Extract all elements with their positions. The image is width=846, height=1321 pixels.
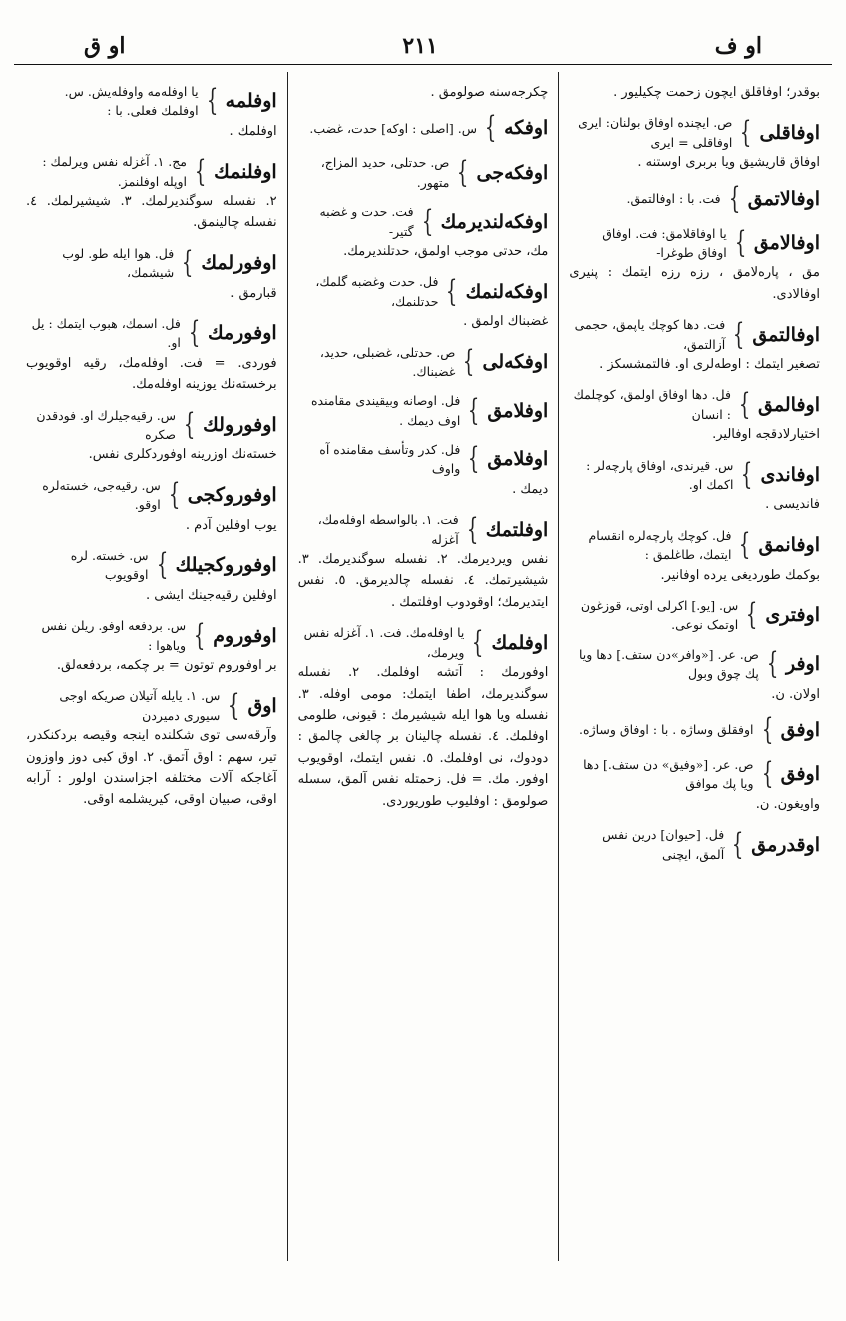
dictionary-entry xyxy=(26,82,277,142)
brace-mark: } xyxy=(156,547,168,583)
dictionary-entry xyxy=(569,596,820,635)
headword: اوفکه‌لی xyxy=(482,350,549,373)
dictionary-entry xyxy=(298,391,549,430)
dictionary-entry xyxy=(26,244,277,304)
headword: اوفلامق xyxy=(487,399,549,422)
headword: اوفکه xyxy=(504,117,549,140)
column-right xyxy=(559,72,830,1261)
dictionary-entry xyxy=(26,546,277,606)
headword: اوفر xyxy=(785,653,820,676)
brace-mark: } xyxy=(188,315,201,351)
definition-head: فل. [حیوان] درین نفس آلمق، ایچنی xyxy=(602,827,725,862)
definition-head: ص. حدتلی، غضبلی، حدید، غضبناك. xyxy=(319,344,456,379)
definition-head: س. [یو.] اکرلی اوتی، قوزغون اوتمک نوعی. xyxy=(580,598,739,633)
definition-head: یا اوفله‌مك. فت. ١. آغزله نفس ویرمك، xyxy=(303,625,465,660)
headword: اوق xyxy=(247,694,277,717)
headword: اوفق xyxy=(780,718,820,741)
dictionary-entry xyxy=(26,406,277,466)
dictionary-entry xyxy=(569,825,820,864)
brace-mark: } xyxy=(761,756,773,792)
headword: اوفلتمك xyxy=(485,518,549,541)
dictionary-entry xyxy=(26,616,277,676)
brace-mark: } xyxy=(468,392,480,428)
brace-mark: } xyxy=(206,83,218,119)
headword: اوفورولك xyxy=(203,414,277,436)
definition-head: اوفقلق وساژه . با : اوفاق وساژه. xyxy=(579,722,754,738)
definition-text: ٢. نفسله سوگندیرلمك. ٣. شیشیرلمك. ٤. نفسله چالینمق. xyxy=(25,193,277,231)
brace-mark: } xyxy=(168,477,180,513)
dictionary-entry xyxy=(569,82,820,103)
dictionary-entry xyxy=(569,315,820,375)
definition-text: بوقدر؛ اوفاقلق ایچون زحمت چکیلیور . xyxy=(613,85,820,100)
brace-mark: } xyxy=(228,687,240,723)
dictionary-entry xyxy=(298,343,549,382)
dictionary-entry xyxy=(298,440,549,500)
definition-head: یا اوفله‌مه واوفله‌یش. س. اوفلمك فعلی. با : xyxy=(64,84,199,119)
brace-mark: } xyxy=(738,386,751,422)
headword: اوفکه‌جی xyxy=(476,161,549,184)
dictionary-entry xyxy=(298,272,549,332)
brace-mark: } xyxy=(766,646,779,682)
headword: اوفکه‌لندیرمك xyxy=(440,210,549,233)
dictionary-entry xyxy=(569,526,820,586)
definition-text: اختیارلادقجه اوفالیر. xyxy=(712,427,820,443)
definition-text: قبارمق . xyxy=(230,285,277,301)
definition-head: فل. اوصانه وبیقیندی مقامنده اوف دیمك . xyxy=(310,393,461,428)
definition-head: فل. دها اوفاق اولمق، کوچلمك : انسان xyxy=(573,387,731,422)
headword: اوفوروکجی xyxy=(187,484,277,507)
definition-head: فت. ١. بالواسطه اوفله‌مك، آغزله xyxy=(317,512,459,547)
definition-text: اوفاق قاریشیق ویا بربری اوستنه . xyxy=(637,155,820,171)
definition-head: فل. هوا ایله طو. لوب شیشمك، xyxy=(62,245,175,281)
headword: اوفکه‌لنمك xyxy=(465,280,549,303)
definition-text: نفس ویردیرمك. ٢. نفسله سوگندیرمك. ٣. شیشیرتمك. ٤. نفسله چالدیرمق. ٥. نفس ایتدیرمك؛ اوقودوب اوفلتمك . xyxy=(297,552,549,610)
brace-mark: } xyxy=(740,114,752,150)
definition-text: بر اوفوروم توتون = بر چکمه، بردفعه‌لق. xyxy=(56,657,277,673)
definition-text: فوردی. = فت. اوفله‌مك، رقیه اوقویوب برخسته‌نك یوزینه اوفله‌مك. xyxy=(25,355,277,393)
headword: اوفالمق xyxy=(758,393,820,416)
brace-mark: } xyxy=(466,511,478,547)
headword: اوقدرمق xyxy=(751,833,820,856)
dictionary-entry xyxy=(26,476,277,536)
dictionary-entry xyxy=(569,456,820,516)
dictionary-entry xyxy=(298,110,549,146)
definition-head: س. رقیه‌جیلرك او. فودقدن صکره xyxy=(36,407,177,442)
headword: اوفورمك xyxy=(207,322,277,345)
dictionary-entry xyxy=(569,645,820,705)
dictionary-entry xyxy=(569,224,820,306)
definition-text: مق ، پارەلامق ، رزه رزه ایتمك : پنیری اوفالادی. xyxy=(569,265,820,302)
headword: اوفلمك xyxy=(491,631,549,654)
dictionary-entry xyxy=(569,711,820,747)
definition-head: مج. ١. آغزله نفس ویرلمك : اوپله اوفلنمز. xyxy=(42,154,187,189)
dictionary-entry xyxy=(569,755,820,815)
headword: اوفالامق xyxy=(753,232,820,254)
definition-text: اولان. ن. xyxy=(771,686,820,702)
brace-mark: } xyxy=(446,273,458,309)
brace-mark: } xyxy=(457,154,469,190)
dictionary-entry xyxy=(569,113,820,173)
brace-mark: } xyxy=(472,624,484,660)
headword: اوفلنمك xyxy=(214,160,277,183)
definition-head: فل. کوچك پارچه‌لره انقسام ایتمك، طاغلمق : xyxy=(588,527,732,563)
headword: اوفاقلی xyxy=(759,121,820,144)
definition-head: فت. دها کوچك یاپمق، حجمی آزالتمق، xyxy=(574,317,726,352)
dictionary-entry xyxy=(26,314,277,396)
column-left xyxy=(16,72,288,1261)
definition-text: تصغیر ایتمك : اوطه‌لری او. فالتمشسکز . xyxy=(599,357,820,372)
catchword-right: او ف xyxy=(714,33,762,59)
brace-mark: } xyxy=(194,153,207,189)
brace-mark: } xyxy=(183,407,196,442)
definition-head: فت. حدت و غضبه گتیر- xyxy=(319,204,414,239)
dictionary-entry xyxy=(298,153,549,192)
definition-head: یا اوفاقلامق: فت. اوفاق اوفاق طوغرا- xyxy=(602,225,727,260)
definition-text: دیمك . xyxy=(512,481,549,497)
brace-mark: } xyxy=(468,441,480,477)
definition-head: فل. اسمك، هبوب ایتمك : یل او. xyxy=(31,316,181,351)
brace-mark: } xyxy=(182,245,194,281)
headword: اوفورلمك xyxy=(201,252,277,275)
headword: اوفالاتمق xyxy=(747,187,820,210)
brace-mark: } xyxy=(733,316,745,352)
headword: اوفتری xyxy=(765,604,820,627)
definition-head: س. [اصلی : اوکه] حدت، غضب. xyxy=(309,120,478,136)
brace-mark: } xyxy=(728,180,740,216)
definition-text: بوکمك طوردیغی یرده اوفانیر. xyxy=(660,567,820,583)
brace-mark: } xyxy=(193,617,206,653)
definition-text: وآرقه‌سی توی شکلنده اینجه وقیصه بردکنکدر، تیر، سهم : اوق آتمق. ٢. اوق کبی دوز واوزون آغاجکه آلات مختلفه اجزاسندن اولور : آرابه اوقی، صبیان اوقی، کیریشلمه اوقی. xyxy=(25,728,277,808)
definition-text: واویغون. ن. xyxy=(755,796,820,812)
column-middle xyxy=(288,72,560,1261)
columns-container xyxy=(16,72,830,1261)
definition-head: ص. حدتلی، حدید المزاج، متهور. xyxy=(320,155,450,190)
brace-mark: } xyxy=(746,597,758,633)
headword: اوفلامق xyxy=(487,448,549,471)
definition-head: ص. عر. [«وفیق» دن ستف.] دها ویا پك موافق xyxy=(583,756,754,792)
headword: اوفانمق xyxy=(758,534,820,557)
definition-text: خسته‌نك اوزرینه اوفوردکلری نفس. xyxy=(88,447,277,463)
definition-text: اوفلین رقیه‌جینك ایشی . xyxy=(146,587,277,603)
brace-mark: } xyxy=(761,711,773,747)
definition-head: س. قیرندی، اوفاق پارچه‌لر : اکمك او. xyxy=(586,457,734,492)
headword: اوفوروم xyxy=(213,624,277,647)
dictionary-entry xyxy=(569,180,820,216)
dictionary-entry xyxy=(569,385,820,445)
headword: اوفق xyxy=(780,763,820,786)
brace-mark: } xyxy=(484,110,497,146)
definition-head: س. خسته. لره اوقویوب xyxy=(70,548,149,583)
brace-mark: } xyxy=(734,225,746,260)
definition-text: مك، حدتی موجب اولمق، حدتلندیرمك. xyxy=(343,243,549,259)
brace-mark: } xyxy=(741,457,753,492)
definition-text: اوفلمك . xyxy=(229,123,277,139)
dictionary-entry xyxy=(298,510,549,613)
brace-mark: } xyxy=(732,826,744,862)
dictionary-entry xyxy=(298,202,549,262)
definition-head: فل. کدر وتأسف مقامنده آه واوف xyxy=(319,442,461,477)
definition-head: س. رقیه‌جی، خسته‌لره اوقو. xyxy=(42,477,161,513)
page-header xyxy=(14,28,832,65)
definition-head: ص. عر. [«وافر»دن ستف.] دها ویا پك چوق وبول xyxy=(578,646,759,682)
dictionary-entry xyxy=(26,686,277,811)
headword: اوفلمه xyxy=(225,90,277,113)
definition-head: فت. با : اوفالتمق. xyxy=(626,190,721,206)
definition-text: یوب اوفلین آدم . xyxy=(185,517,277,533)
definition-text: غضبناك اولمق . xyxy=(463,314,549,330)
definition-head: س. بردفعه اوفو. ریلن نفس ویاهوا : xyxy=(41,618,187,653)
page-number: ٢١١ xyxy=(402,33,438,59)
brace-mark: } xyxy=(421,203,433,239)
catchword-left: او ق xyxy=(84,33,126,59)
dictionary-entry xyxy=(26,152,277,234)
headword: اوفاندی xyxy=(760,464,820,486)
definition-text: اوفورمك : آتشه اوفلمك. ٢. نفسله سوگندیرمك، اطفا ایتمك: مومی اوفله. ٣. نفسله ویا هوا ایله شیشیرمك : قیونی، طلومی اوفلمك. ٤. نفسله چالینان بر چالغی چالمق : دودوك، نی اوفلمك. ٥. نفس ایتمك، اوقویوب اوفور. مك. = فل. زحمتله نفس آلمق، سسله صولومق : اوفلیوب طوریوردی. xyxy=(297,665,549,809)
definition-head: ص. ایچنده اوفاق بولنان: ایری اوفاقلی = ایری xyxy=(578,115,733,150)
headword: اوفالتمق xyxy=(752,323,820,346)
definition-head: س. ١. یایله آتیلان صریکه اوجی سیوری دمیردن xyxy=(59,688,221,723)
definition-text: فاندیسی . xyxy=(765,497,820,513)
definition-head: فل. حدت وغضبه گلمك، حدتلنمك، xyxy=(315,274,439,309)
headword: اوفوروکجیلك xyxy=(175,554,277,577)
dictionary-entry xyxy=(298,623,549,812)
continued-text: چکرجه‌سنه صولومق . xyxy=(430,85,549,100)
brace-mark: } xyxy=(739,527,751,563)
brace-mark: } xyxy=(463,343,475,379)
